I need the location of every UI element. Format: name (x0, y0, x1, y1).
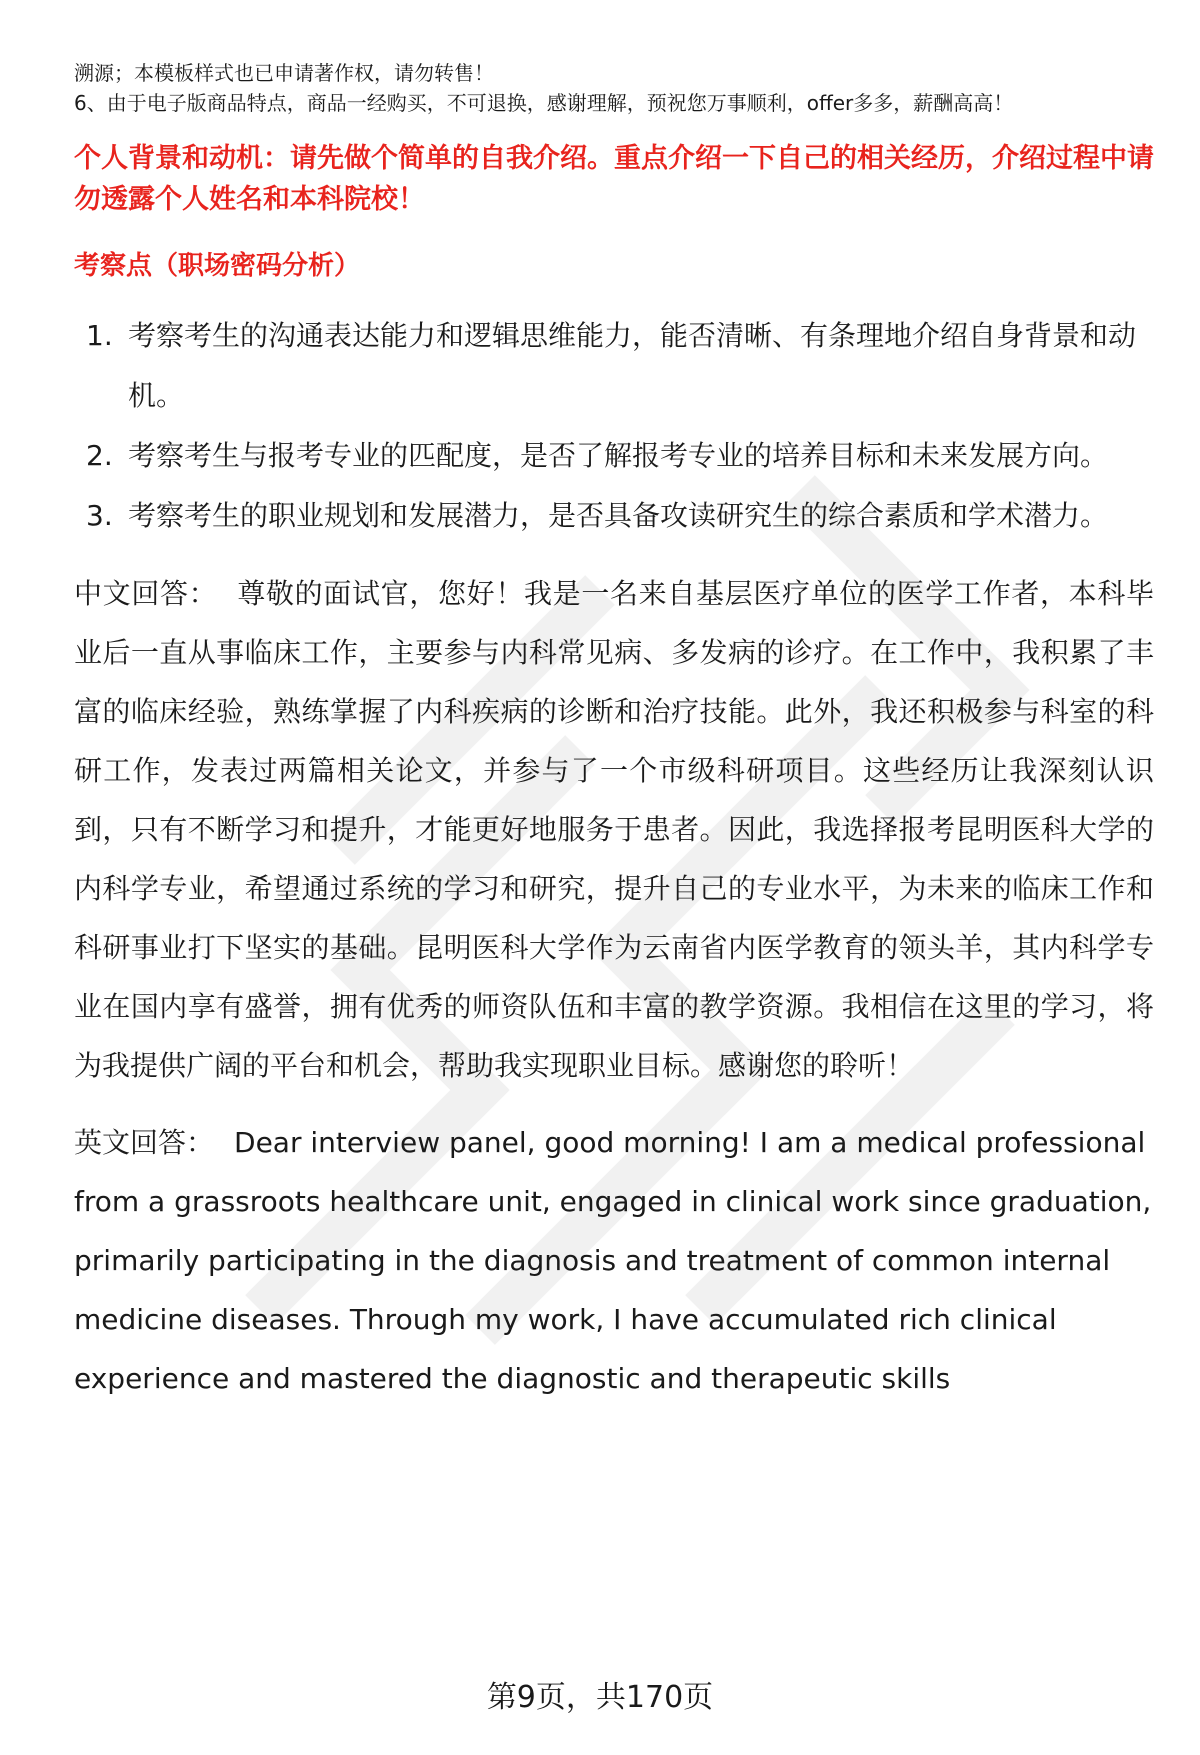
list-item (74, 306, 1154, 426)
list-item-text: 考察考生的职业规划和发展潜力，是否具备攻读研究生的综合素质和学术潜力。 (128, 499, 1109, 532)
english-answer (74, 1113, 1154, 1408)
document-page (74, 58, 1154, 1408)
list-item (74, 486, 1154, 546)
question-heading: 个人背景和动机：请先做个简单的自我介绍。重点介绍一下自己的相关经历，介绍过程中请勿透露个人姓名和本科院校！ (74, 143, 1154, 215)
english-answer-text: Dear interview panel, good morning! I am a medical professional from a grassroots healthcare unit, engaged in clinical work since graduation, primarily participating in the diagnosis and treatment of common internal medicine diseases. Through my work, I have accumulated rich clinical experience and mastered the diagnostic and therapeutic skills (74, 1126, 1152, 1395)
notice-line-2: 6、由于电子版商品特点，商品一经购买，不可退换，感谢理解，预祝您万事顺利，offer多多，薪酬高高！ (74, 91, 1014, 115)
english-answer-label: 英文回答： (74, 1126, 215, 1159)
chinese-answer-label: 中文回答： (74, 577, 218, 610)
list-item-number: 3. (86, 499, 113, 532)
list-item-text: 考察考生的沟通表达能力和逻辑思维能力，能否清晰、有条理地介绍自身背景和动机。 (128, 319, 1137, 412)
points-list (74, 306, 1154, 546)
list-item-text: 考察考生与报考专业的匹配度，是否了解报考专业的培养目标和未来发展方向。 (128, 439, 1109, 472)
page-number: 第9页，共170页 (486, 1680, 714, 1715)
chinese-answer (74, 564, 1154, 1095)
list-item-number: 1. (86, 319, 113, 352)
list-item (74, 426, 1154, 486)
notice-line-1: 溯源；本模板样式也已申请著作权，请勿转售！ (74, 61, 494, 85)
list-item-number: 2. (86, 439, 113, 472)
points-heading: 考察点（职场密码分析） (74, 251, 361, 281)
chinese-answer-text: 尊敬的面试官，您好！我是一名来自基层医疗单位的医学工作者，本科毕业后一直从事临床工作，主要参与内科常见病、多发病的诊疗。在工作中，我积累了丰富的临床经验，熟练掌握了内科疾病的诊断和治疗技能。此外，我还积极参与科室的科研工作，发表过两篇相关论文，并参与了一个市级科研项目。这些经历让我深刻认识到，只有不断学习和提升，才能更好地服务于患者。因此，我选择报考昆明医科大学的内科学专业，希望通过系统的学习和研究，提升自己的专业水平，为未来的临床工作和科研事业打下坚实的基础。昆明医科大学作为云南省内医学教育的领头羊，其内科学专业在国内享有盛誉，拥有优秀的师资队伍和丰富的教学资源。我相信在这里的学习，将为我提供广阔的平台和机会，帮助我实现职业目标。感谢您的聆听！ (74, 577, 1154, 1082)
